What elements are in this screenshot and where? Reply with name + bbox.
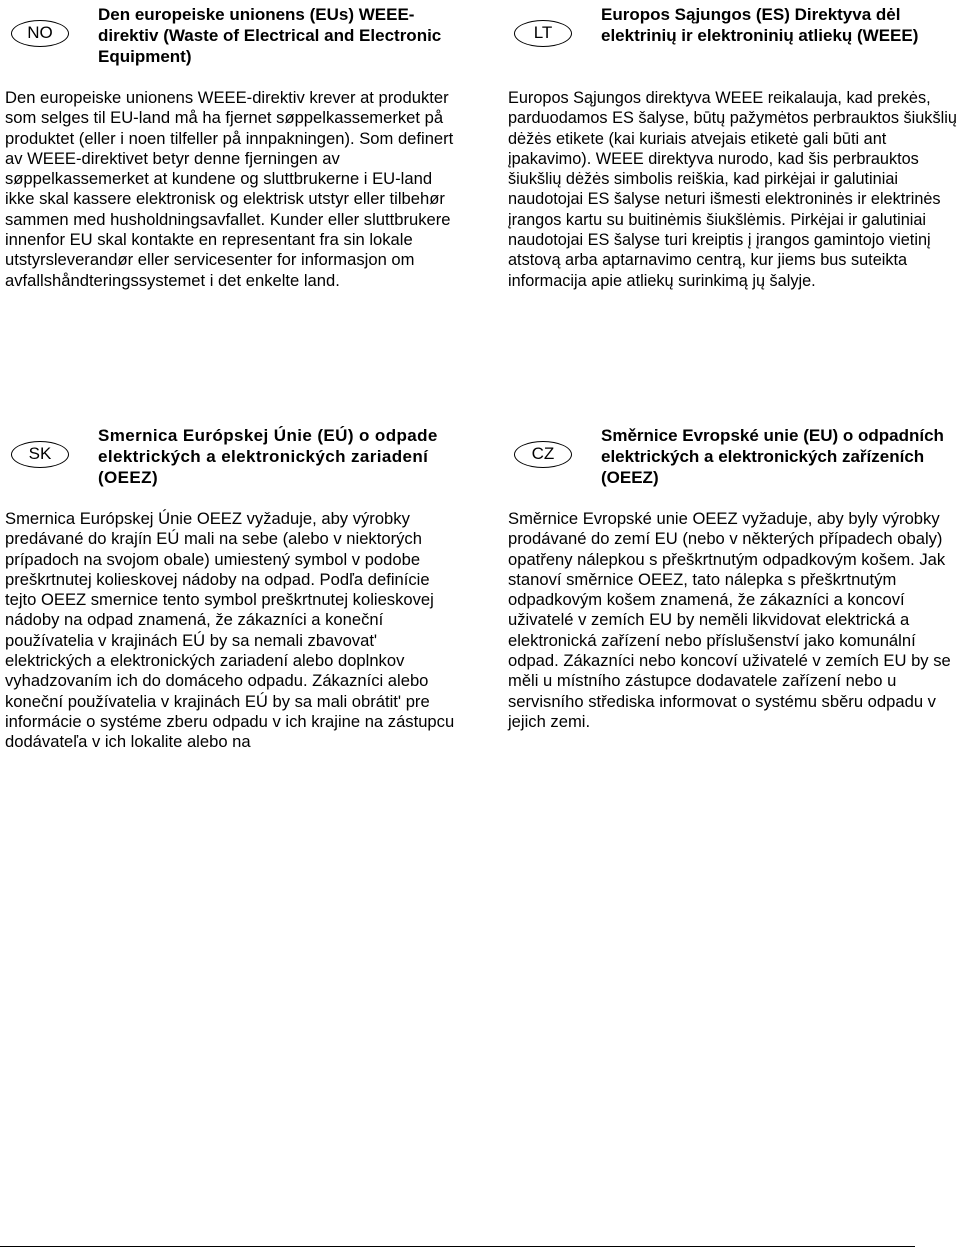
section-cz xyxy=(508,425,968,732)
section-title: Smernica Európskej Únie (EÚ) o odpade elektrických a elektronických zariadení (OEEZ) xyxy=(98,426,438,487)
section-body: Smernica Európskej Únie OEEZ vyžaduje, aby výrobky predávané do krajín EÚ mali na sebe (alebo v niektorých prípadoch na svojom obale) umiestený symbol v podobe preškrtnutej kolieskovej nádoby na odpad. Podľa definície tejto OEEZ smernice tento symbol preškrtnutej kolieskovej nádoby na odpad znamená, že zákazníci a koneční používatelia v krajinách EÚ by sa nemali zbavovat' elektrických a elektronických zariadení alebo doplnkov vyhadzovaním ich do domáceho odpadu. Zákazníci alebo koneční používatelia v krajinách EÚ by sa mali obrátit' pre informácie o systéme zberu odpadu v ich krajine na zástupcu dodávateľa v ich lokalite alebo na xyxy=(5,509,455,752)
section-header xyxy=(5,4,465,88)
section-body: Europos Sąjungos direktyva WEEE reikalauja, kad prekės, parduodamos ES šalyse, būtų pažymėtos perbrauktos šiukšlių dėžės etikete (kai kuriais atvejais etiketė gali būti ant įpakavimo). WEEE direktyva nurodo, kad šis perbrauktos šiukšlių dėžės simbolis reiškia, kad pirkėjai ir galutiniai naudotojai ES šalyse neturi išmesti elektroninės ir elektrinės įrangos kartu su buitinėmis šiukšlėmis. Pirkėjai ir galutiniai naudotojai ES šalyse turi kreiptis į įrangos gamintojo vietinį atstovą arba aptarnavimo centrą, kur jiems bus suteikta informacija apie atliekų surinkimą jų šalyje. xyxy=(508,89,957,290)
section-body: Směrnice Evropské unie OEEZ vyžaduje, aby byly výrobky prodávané do zemí EU (nebo v některých případech obaly) opatřeny nálepkou s přeškrtnutým odpadkovým košem. Jak stanoví směrnice OEEZ, tato nálepka s přeškrtnutým odpadkovým košem znamená, že zákazníci a koncoví uživatelé v zemích EU by neměli likvidovat elektrická a elektronická zařízení nebo příslušenství jako komunální odpad. Zákazníci nebo koncoví uživatelé v zemích EU by se měli u místního zástupce dodavatele zařízení nebo u servisního střediska informovat o systému sběru odpadu v jejich zemi. xyxy=(508,509,951,731)
section-header xyxy=(5,425,465,509)
country-code-badge: CZ xyxy=(514,441,572,468)
section-lt xyxy=(508,4,968,291)
country-code-badge: NO xyxy=(11,20,69,47)
section-title: Den europeiske unionens (EUs) WEEE-direktiv (Waste of Electrical and Electronic Equipment) xyxy=(98,5,442,66)
section-sk xyxy=(5,425,465,753)
section-header xyxy=(508,425,968,509)
section-title: Směrnice Evropské unie (EU) o odpadních elektrických a elektronických zařízeních (OEEZ) xyxy=(601,426,944,487)
country-code-badge: LT xyxy=(514,20,572,47)
section-header xyxy=(508,4,968,88)
section-no xyxy=(5,4,465,291)
footer-divider xyxy=(0,1246,915,1247)
section-body: Den europeiske unionens WEEE-direktiv krever at produkter som selges til EU-land må ha fjernet søppelkassemerket på produktet (eller i noen tilfeller på innpakningen). Som definert av WEEE-direktivet betyr denne fjerningen av søppelkassemerket at kundene og sluttbrukerne i EU-land ikke skal kassere elektronisk og elektrisk utstyr eller tilbehør sammen med husholdningsavfallet. Kunder eller sluttbrukere innenfor EU skal kontakte en representant fra sin lokale utstyrsleverandør eller servicesenter for informasjon om avfallshåndteringssystemet i det enkelte land. xyxy=(5,88,454,290)
section-title: Europos Sąjungos (ES) Direktyva dėl elektrinių ir elektroninių atliekų (WEEE) xyxy=(601,5,919,45)
country-code-badge: SK xyxy=(11,441,69,468)
